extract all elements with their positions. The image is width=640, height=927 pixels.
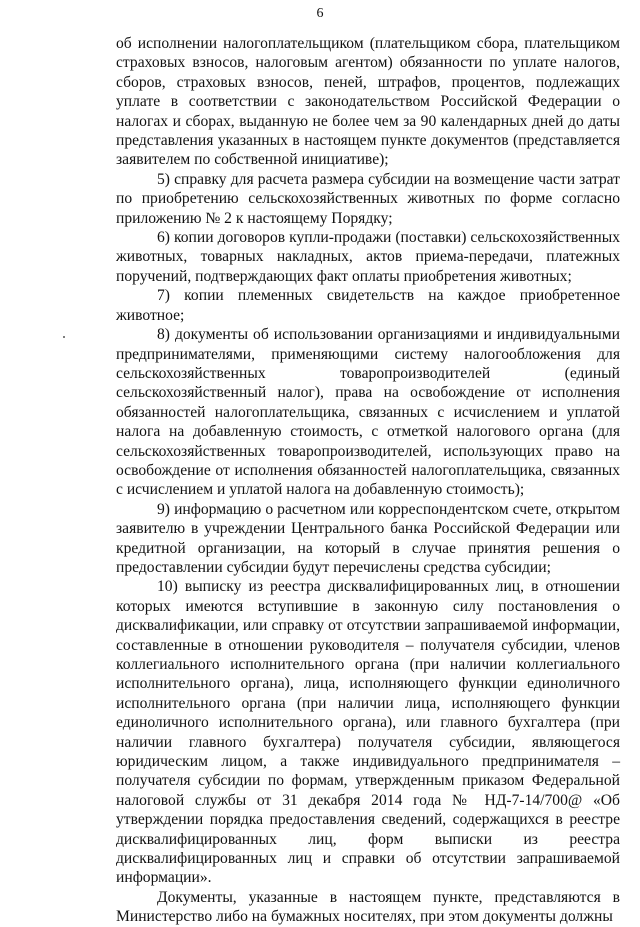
page-number: 6	[316, 6, 324, 21]
margin-mark	[63, 336, 65, 338]
list-item-7: 7) копии племенных свидетельств на каждое приобретенное животное;	[116, 287, 620, 324]
list-item-6: 6) копии договоров купли-продажи (поставки) сельскохозяйственных животных, товарных накладных, актов приема-передачи, платежных поручений, подтверждающих факт оплаты приобретения животных;	[116, 229, 620, 285]
list-item-9: 9) информацию о расчетном или корреспондентском счете, открытом заявителю в учреждении Центрального банка Российской Федерации или кредитной организации, на который в случае принятия решения о предоставлении субсидии будут перечислены средства субсидии;	[116, 500, 620, 576]
list-item-8: 8) документы об использовании организациями и индивидуальными предпринимателями, применяющими систему налогообложения для сельскохозяйственных товаропроизводителей (единый сельскохозяйственный налог), права на освобождение от исполнения обязанностей налогоплательщика, связанных с исчислением и уплатой налога на добавленную стоимость, с отметкой налогового органа (для сельскохозяйственных товаропроизводителей, использующих право на освобождение от исполнения обязанностей налогоплательщика, связанных с исчислением и уплатой налога на добавленную стоимость);	[116, 326, 620, 499]
list-item-10: 10) выписку из реестра дисквалифицированных лиц, в отношении которых имеются вступившие в законную силу постановления о дисквалификации, или справку от отсутствии запрашиваемой информации, составленные в отношении руководителя – получателя субсидии, членов коллегиального исполнительного органа (при наличии коллегиального исполнительного органа), лица, исполняющего функции единоличного исполнительного органа (при наличии лица, исполняющего функции единоличного исполнительного органа), или главного бухгалтера (при наличии главного бухгалтера) получателя субсидии, являющегося юридическим лицом, а также индивидуального предпринимателя – получателя субсидии по формам, утвержденным приказом Федеральной налоговой службы от 31 декабря 2014 года № НД-7-14/700@ «Об утверждении порядка предоставления сведений, содержащихся в реестре дисквалифицированных лиц, форм выписки из реестра дисквалифицированных лиц и справки об отсутствии запрашиваемой информации».	[116, 578, 620, 887]
document-body	[116, 34, 620, 927]
paragraph-closing: Документы, указанные в настоящем пункте, представляются в Министерство либо на бумажных носителях, при этом документы должны	[116, 888, 620, 926]
paragraph-continued: об исполнении налогоплательщиком (плательщиком сбора, плательщиком страховых взносов, налоговым агентом) обязанности по уплате налогов, сборов, страховых взносов, пеней, штрафов, процентов, подлежащих уплате в соответствии с законодательством Российской Федерации о налогах и сборах, выданную не более чем за 90 календарных дней до даты представления указанных в настоящем пункте документов (представляется заявителем по собственной инициативе);	[116, 35, 620, 169]
list-item-5: 5) справку для расчета размера субсидии на возмещение части затрат по приобретению сельскохозяйственных животных по форме согласно приложению № 2 к настоящему Порядку;	[116, 170, 620, 227]
